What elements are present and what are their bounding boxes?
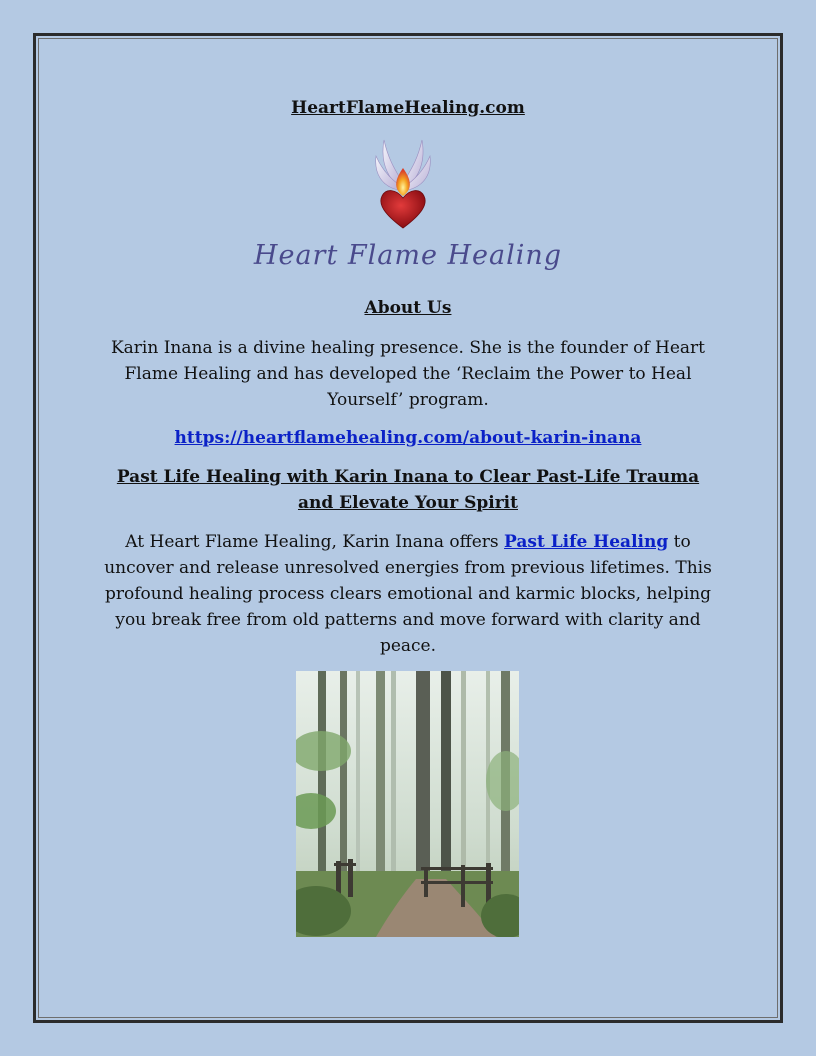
past-life-link[interactable]: Past Life Healing xyxy=(504,532,669,552)
misty-forest-path-image xyxy=(296,671,519,937)
past-life-paragraph xyxy=(100,529,716,659)
past-life-heading: Past Life Healing with Karin Inana to Clear Past-Life Trauma and Elevate Your Spirit xyxy=(116,467,700,513)
logo-wordmark: Heart Flame Healing xyxy=(253,240,563,271)
past-life-text-start: At Heart Flame Healing, Karin Inana offers xyxy=(125,532,505,552)
site-title[interactable]: HeartFlameHealing.com xyxy=(291,98,525,118)
about-link-line xyxy=(100,425,716,451)
about-paragraph: Karin Inana is a divine healing presence. She is the founder of Heart Flame Healing and has developed the ‘Reclaim the Power to Heal Yourself’ program. xyxy=(110,338,706,410)
about-heading: About Us xyxy=(364,298,452,318)
flaming-heart-wings-icon xyxy=(370,138,436,232)
about-link[interactable]: https://heartflamehealing.com/about-karin-inana xyxy=(174,428,642,448)
past-life-text-end: to uncover and release unresolved energies from previous lifetimes. This profound healing process clears emotional and karmic blocks, helping you break free from old patterns and move forward with clarity and peace. xyxy=(104,532,712,656)
